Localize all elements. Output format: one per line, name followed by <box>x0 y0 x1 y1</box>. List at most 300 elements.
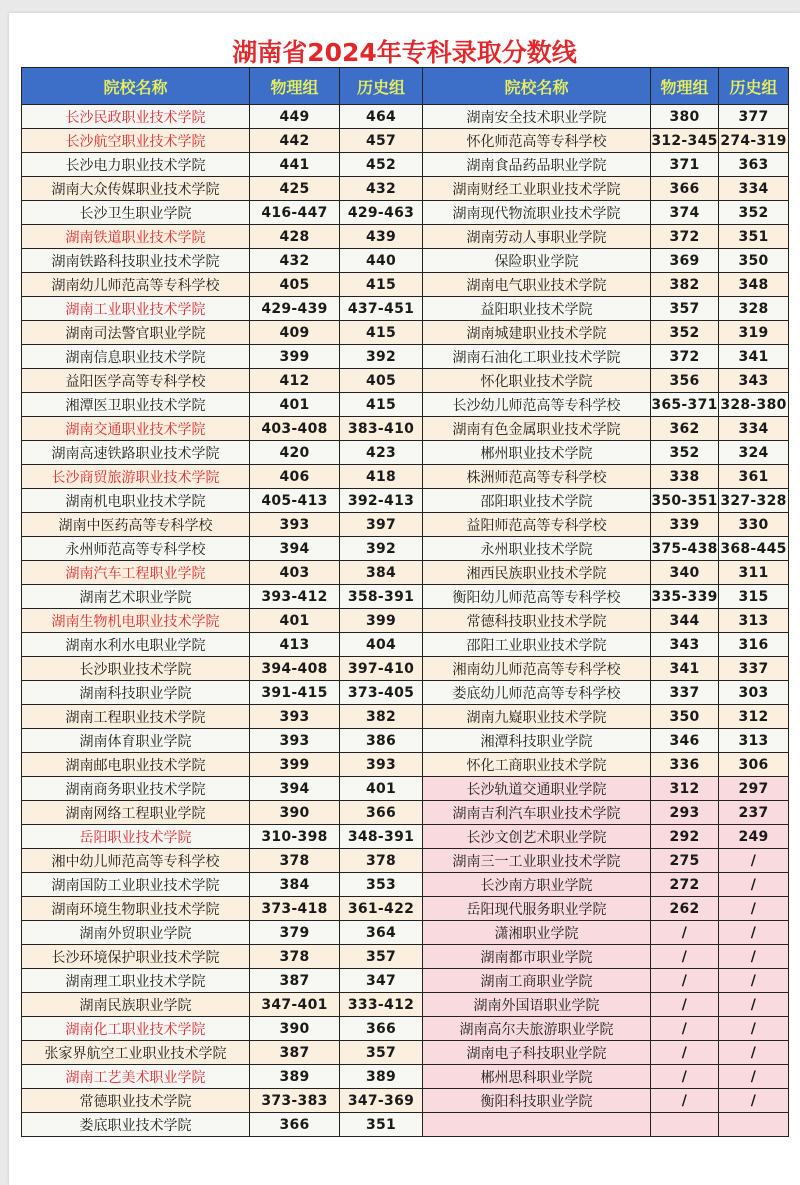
left-physics-score-cell: 378 <box>250 945 340 969</box>
right-history-score-cell: / <box>719 897 789 921</box>
right-school-name-cell: 怀化师范高等专科学校 <box>423 129 651 153</box>
right-history-score-cell: 303 <box>719 681 789 705</box>
left-history-score-cell: 357 <box>340 1041 423 1065</box>
left-physics-score-cell: 393 <box>250 729 340 753</box>
right-school-name-cell: 湖南安全技术职业学院 <box>423 105 651 129</box>
left-school-name-cell: 湖南工业职业技术学院 <box>22 297 250 321</box>
left-school-name-cell: 湖南汽车工程职业学院 <box>22 561 250 585</box>
left-school-name-cell: 娄底职业技术学院 <box>22 1113 250 1137</box>
table-row <box>22 897 789 921</box>
table-row <box>22 1065 789 1089</box>
right-history-score-cell: 334 <box>719 417 789 441</box>
left-history-score-cell: 392-413 <box>340 489 423 513</box>
right-physics-score-cell: / <box>651 1065 719 1089</box>
left-school-name-cell: 湖南体育职业学院 <box>22 729 250 753</box>
table-row <box>22 153 789 177</box>
right-school-name-cell: 保险职业学院 <box>423 249 651 273</box>
right-history-score-cell: 324 <box>719 441 789 465</box>
left-history-score-cell: 353 <box>340 873 423 897</box>
left-school-name-cell: 湖南网络工程职业学院 <box>22 801 250 825</box>
right-physics-score-cell: / <box>651 1041 719 1065</box>
left-physics-score-cell: 412 <box>250 369 340 393</box>
table-row <box>22 225 789 249</box>
table-row <box>22 585 789 609</box>
left-physics-score-cell: 394 <box>250 537 340 561</box>
left-physics-score-cell: 401 <box>250 609 340 633</box>
left-history-score-cell: 397-410 <box>340 657 423 681</box>
left-history-score-cell: 457 <box>340 129 423 153</box>
right-physics-score-cell: 337 <box>651 681 719 705</box>
right-school-name-cell: 湘西民族职业技术学院 <box>423 561 651 585</box>
right-physics-score-cell: 272 <box>651 873 719 897</box>
right-history-score-cell: 312 <box>719 705 789 729</box>
right-physics-score-cell: 341 <box>651 657 719 681</box>
table-row <box>22 321 789 345</box>
table-row <box>22 489 789 513</box>
right-history-score-cell: / <box>719 1017 789 1041</box>
left-history-score-cell: 357 <box>340 945 423 969</box>
left-history-score-cell: 399 <box>340 609 423 633</box>
left-history-score-cell: 392 <box>340 537 423 561</box>
right-physics-score-cell: 375-438 <box>651 537 719 561</box>
right-school-name-cell: 湖南现代物流职业技术学院 <box>423 201 651 225</box>
left-school-name-cell: 湖南艺术职业学院 <box>22 585 250 609</box>
right-history-score-cell: / <box>719 969 789 993</box>
left-school-name-cell: 湖南幼儿师范高等专科学校 <box>22 273 250 297</box>
table-row <box>22 993 789 1017</box>
left-history-score-cell: 347-369 <box>340 1089 423 1113</box>
left-history-score-cell: 358-391 <box>340 585 423 609</box>
right-physics-score-cell: / <box>651 1017 719 1041</box>
right-school-name-cell <box>423 1113 651 1137</box>
left-history-score-cell: 364 <box>340 921 423 945</box>
right-history-score-cell: 297 <box>719 777 789 801</box>
left-history-score-cell: 401 <box>340 777 423 801</box>
right-school-name-cell: 潇湘职业学院 <box>423 921 651 945</box>
right-physics-score-cell: / <box>651 993 719 1017</box>
right-school-name-cell: 株洲师范高等专科学校 <box>423 465 651 489</box>
left-physics-score-cell: 310-398 <box>250 825 340 849</box>
right-history-score-cell: / <box>719 1089 789 1113</box>
right-school-name-cell: 湖南有色金属职业技术学院 <box>423 417 651 441</box>
right-history-score-cell: 249 <box>719 825 789 849</box>
left-history-score-cell: 361-422 <box>340 897 423 921</box>
left-physics-score-cell: 403-408 <box>250 417 340 441</box>
left-school-name-cell: 湖南高速铁路职业技术学院 <box>22 441 250 465</box>
table-row <box>22 1113 789 1137</box>
table-row <box>22 633 789 657</box>
left-history-score-cell: 384 <box>340 561 423 585</box>
right-school-name-cell: 郴州职业技术学院 <box>423 441 651 465</box>
right-history-score-cell: 363 <box>719 153 789 177</box>
right-history-score-cell: 274-319 <box>719 129 789 153</box>
left-school-name-cell: 湖南铁路科技职业技术学院 <box>22 249 250 273</box>
left-physics-score-cell: 394 <box>250 777 340 801</box>
left-physics-score-cell: 406 <box>250 465 340 489</box>
left-history-score-cell: 437-451 <box>340 297 423 321</box>
left-history-score-cell: 404 <box>340 633 423 657</box>
left-physics-score-cell: 425 <box>250 177 340 201</box>
right-history-score-cell: / <box>719 1065 789 1089</box>
right-physics-score-cell: 339 <box>651 513 719 537</box>
right-school-name-cell: 湖南都市职业学院 <box>423 945 651 969</box>
table-row <box>22 441 789 465</box>
left-school-name-cell: 湖南商务职业技术学院 <box>22 777 250 801</box>
header-right-school-name: 院校名称 <box>423 68 651 105</box>
right-physics-score-cell: 340 <box>651 561 719 585</box>
right-history-score-cell: 352 <box>719 201 789 225</box>
header-left-physics: 物理组 <box>250 68 340 105</box>
left-physics-score-cell: 389 <box>250 1065 340 1089</box>
table-header-row <box>22 68 789 105</box>
right-history-score-cell: / <box>719 921 789 945</box>
right-school-name-cell: 长沙文创艺术职业学院 <box>423 825 651 849</box>
left-physics-score-cell: 387 <box>250 969 340 993</box>
right-history-score-cell: / <box>719 849 789 873</box>
right-physics-score-cell: 352 <box>651 441 719 465</box>
right-history-score-cell: 311 <box>719 561 789 585</box>
left-history-score-cell: 452 <box>340 153 423 177</box>
table-row <box>22 129 789 153</box>
right-physics-score-cell: 338 <box>651 465 719 489</box>
left-school-name-cell: 湖南化工职业技术学院 <box>22 1017 250 1041</box>
left-school-name-cell: 湖南工程职业技术学院 <box>22 705 250 729</box>
left-history-score-cell: 366 <box>340 801 423 825</box>
table-row <box>22 201 789 225</box>
right-physics-score-cell: 352 <box>651 321 719 345</box>
right-school-name-cell: 湖南食品药品职业学院 <box>423 153 651 177</box>
left-physics-score-cell: 399 <box>250 345 340 369</box>
left-school-name-cell: 益阳医学高等专科学校 <box>22 369 250 393</box>
left-history-score-cell: 386 <box>340 729 423 753</box>
left-school-name-cell: 长沙民政职业技术学院 <box>22 105 250 129</box>
left-physics-score-cell: 405 <box>250 273 340 297</box>
left-history-score-cell: 373-405 <box>340 681 423 705</box>
left-physics-score-cell: 393 <box>250 513 340 537</box>
right-history-score-cell: 315 <box>719 585 789 609</box>
right-physics-score-cell: 362 <box>651 417 719 441</box>
admission-score-table <box>21 67 789 1137</box>
left-physics-score-cell: 373-418 <box>250 897 340 921</box>
left-history-score-cell: 464 <box>340 105 423 129</box>
left-school-name-cell: 常德职业技术学院 <box>22 1089 250 1113</box>
left-physics-score-cell: 366 <box>250 1113 340 1137</box>
left-school-name-cell: 湖南中医药高等专科学校 <box>22 513 250 537</box>
table-row <box>22 969 789 993</box>
left-school-name-cell: 湖南邮电职业技术学院 <box>22 753 250 777</box>
right-physics-score-cell: 357 <box>651 297 719 321</box>
left-school-name-cell: 长沙职业技术学院 <box>22 657 250 681</box>
left-physics-score-cell: 432 <box>250 249 340 273</box>
header-left-school-name: 院校名称 <box>22 68 250 105</box>
right-school-name-cell: 怀化工商职业技术学院 <box>423 753 651 777</box>
document-page <box>9 13 800 1185</box>
left-history-score-cell: 439 <box>340 225 423 249</box>
left-school-name-cell: 岳阳职业技术学院 <box>22 825 250 849</box>
right-school-name-cell: 益阳职业技术学院 <box>423 297 651 321</box>
left-physics-score-cell: 428 <box>250 225 340 249</box>
right-school-name-cell: 湖南电气职业技术学院 <box>423 273 651 297</box>
right-school-name-cell: 湖南劳动人事职业学院 <box>423 225 651 249</box>
right-physics-score-cell: 292 <box>651 825 719 849</box>
right-physics-score-cell: 380 <box>651 105 719 129</box>
left-physics-score-cell: 378 <box>250 849 340 873</box>
left-physics-score-cell: 420 <box>250 441 340 465</box>
table-row <box>22 1089 789 1113</box>
table-row <box>22 1041 789 1065</box>
right-physics-score-cell: 369 <box>651 249 719 273</box>
right-school-name-cell: 湖南吉利汽车职业技术学院 <box>423 801 651 825</box>
left-school-name-cell: 湖南理工职业技术学院 <box>22 969 250 993</box>
left-physics-score-cell: 390 <box>250 801 340 825</box>
table-row <box>22 657 789 681</box>
left-physics-score-cell: 401 <box>250 393 340 417</box>
right-physics-score-cell: 336 <box>651 753 719 777</box>
left-history-score-cell: 347 <box>340 969 423 993</box>
left-school-name-cell: 湖南水利水电职业学院 <box>22 633 250 657</box>
left-history-score-cell: 392 <box>340 345 423 369</box>
left-school-name-cell: 湖南司法警官职业学院 <box>22 321 250 345</box>
right-school-name-cell: 永州职业技术学院 <box>423 537 651 561</box>
right-physics-score-cell: 346 <box>651 729 719 753</box>
left-school-name-cell: 湖南铁道职业技术学院 <box>22 225 250 249</box>
table-row <box>22 681 789 705</box>
left-school-name-cell: 湖南环境生物职业技术学院 <box>22 897 250 921</box>
right-history-score-cell: 306 <box>719 753 789 777</box>
right-history-score-cell: 334 <box>719 177 789 201</box>
right-school-name-cell: 长沙轨道交通职业学院 <box>423 777 651 801</box>
right-history-score-cell: 237 <box>719 801 789 825</box>
page-title: 湖南省2024年专科录取分数线 <box>232 38 577 67</box>
right-school-name-cell: 湖南三一工业职业技术学院 <box>423 849 651 873</box>
right-history-score-cell <box>719 1113 789 1137</box>
right-school-name-cell: 湖南高尔夫旅游职业学院 <box>423 1017 651 1041</box>
right-physics-score-cell: / <box>651 969 719 993</box>
right-physics-score-cell: 312 <box>651 777 719 801</box>
right-history-score-cell: 313 <box>719 729 789 753</box>
left-history-score-cell: 389 <box>340 1065 423 1089</box>
right-history-score-cell: 328-380 <box>719 393 789 417</box>
right-school-name-cell: 岳阳现代服务职业学院 <box>423 897 651 921</box>
right-physics-score-cell: 372 <box>651 225 719 249</box>
header-right-physics: 物理组 <box>651 68 719 105</box>
left-school-name-cell: 张家界航空工业职业技术学院 <box>22 1041 250 1065</box>
left-school-name-cell: 湘中幼儿师范高等专科学校 <box>22 849 250 873</box>
right-physics-score-cell: / <box>651 921 719 945</box>
right-physics-score-cell: 382 <box>651 273 719 297</box>
right-physics-score-cell: 350-351 <box>651 489 719 513</box>
right-physics-score-cell: 343 <box>651 633 719 657</box>
right-school-name-cell: 邵阳工业职业技术学院 <box>423 633 651 657</box>
left-history-score-cell: 432 <box>340 177 423 201</box>
left-history-score-cell: 378 <box>340 849 423 873</box>
left-history-score-cell: 418 <box>340 465 423 489</box>
left-history-score-cell: 393 <box>340 753 423 777</box>
right-physics-score-cell: 350 <box>651 705 719 729</box>
right-history-score-cell: 348 <box>719 273 789 297</box>
right-history-score-cell: 377 <box>719 105 789 129</box>
left-school-name-cell: 长沙电力职业技术学院 <box>22 153 250 177</box>
right-school-name-cell: 娄底幼儿师范高等专科学校 <box>423 681 651 705</box>
right-school-name-cell: 湖南城建职业技术学院 <box>423 321 651 345</box>
left-history-score-cell: 423 <box>340 441 423 465</box>
right-history-score-cell: 361 <box>719 465 789 489</box>
right-physics-score-cell: 372 <box>651 345 719 369</box>
left-physics-score-cell: 405-413 <box>250 489 340 513</box>
left-history-score-cell: 333-412 <box>340 993 423 1017</box>
right-school-name-cell: 湖南石油化工职业技术学院 <box>423 345 651 369</box>
table-row <box>22 465 789 489</box>
left-history-score-cell: 348-391 <box>340 825 423 849</box>
left-physics-score-cell: 442 <box>250 129 340 153</box>
right-history-score-cell: 351 <box>719 225 789 249</box>
left-school-name-cell: 湖南信息职业技术学院 <box>22 345 250 369</box>
left-physics-score-cell: 429-439 <box>250 297 340 321</box>
right-physics-score-cell <box>651 1113 719 1137</box>
left-school-name-cell: 湘潭医卫职业技术学院 <box>22 393 250 417</box>
right-school-name-cell: 湖南财经工业职业技术学院 <box>423 177 651 201</box>
right-history-score-cell: 328 <box>719 297 789 321</box>
right-physics-score-cell: 371 <box>651 153 719 177</box>
left-physics-score-cell: 391-415 <box>250 681 340 705</box>
left-history-score-cell: 415 <box>340 321 423 345</box>
right-school-name-cell: 衡阳幼儿师范高等专科学校 <box>423 585 651 609</box>
right-school-name-cell: 衡阳科技职业学院 <box>423 1089 651 1113</box>
right-history-score-cell: 337 <box>719 657 789 681</box>
left-history-score-cell: 383-410 <box>340 417 423 441</box>
right-physics-score-cell: / <box>651 1089 719 1113</box>
right-physics-score-cell: / <box>651 945 719 969</box>
left-history-score-cell: 405 <box>340 369 423 393</box>
right-physics-score-cell: 344 <box>651 609 719 633</box>
right-physics-score-cell: 366 <box>651 177 719 201</box>
left-school-name-cell: 永州师范高等专科学校 <box>22 537 250 561</box>
left-physics-score-cell: 347-401 <box>250 993 340 1017</box>
table-row <box>22 921 789 945</box>
table-row <box>22 273 789 297</box>
right-school-name-cell: 郴州思科职业学院 <box>423 1065 651 1089</box>
right-history-score-cell: / <box>719 993 789 1017</box>
right-history-score-cell: 330 <box>719 513 789 537</box>
left-history-score-cell: 429-463 <box>340 201 423 225</box>
left-school-name-cell: 长沙商贸旅游职业技术学院 <box>22 465 250 489</box>
header-left-history: 历史组 <box>340 68 423 105</box>
left-school-name-cell: 湖南民族职业学院 <box>22 993 250 1017</box>
left-physics-score-cell: 393 <box>250 705 340 729</box>
table-row <box>22 705 789 729</box>
right-history-score-cell: 327-328 <box>719 489 789 513</box>
table-row <box>22 537 789 561</box>
table-row <box>22 345 789 369</box>
table-row <box>22 249 789 273</box>
table-row <box>22 297 789 321</box>
left-school-name-cell: 湖南交通职业技术学院 <box>22 417 250 441</box>
table-row <box>22 849 789 873</box>
table-row <box>22 105 789 129</box>
left-school-name-cell: 湖南外贸职业学院 <box>22 921 250 945</box>
right-physics-score-cell: 262 <box>651 897 719 921</box>
table-row <box>22 825 789 849</box>
left-physics-score-cell: 403 <box>250 561 340 585</box>
left-physics-score-cell: 413 <box>250 633 340 657</box>
left-physics-score-cell: 373-383 <box>250 1089 340 1113</box>
left-physics-score-cell: 394-408 <box>250 657 340 681</box>
left-history-score-cell: 351 <box>340 1113 423 1137</box>
table-row <box>22 417 789 441</box>
right-history-score-cell: / <box>719 873 789 897</box>
table-row <box>22 177 789 201</box>
left-school-name-cell: 湖南机电职业技术学院 <box>22 489 250 513</box>
table-row <box>22 945 789 969</box>
right-school-name-cell: 长沙南方职业学院 <box>423 873 651 897</box>
left-history-score-cell: 366 <box>340 1017 423 1041</box>
left-history-score-cell: 382 <box>340 705 423 729</box>
right-school-name-cell: 常德科技职业技术学院 <box>423 609 651 633</box>
left-physics-score-cell: 379 <box>250 921 340 945</box>
table-row <box>22 1017 789 1041</box>
left-school-name-cell: 湖南生物机电职业技术学院 <box>22 609 250 633</box>
right-history-score-cell: 350 <box>719 249 789 273</box>
table-row <box>22 777 789 801</box>
table-row <box>22 801 789 825</box>
right-school-name-cell: 湖南九嶷职业技术学院 <box>423 705 651 729</box>
left-physics-score-cell: 384 <box>250 873 340 897</box>
table-row <box>22 513 789 537</box>
left-school-name-cell: 湖南科技职业学院 <box>22 681 250 705</box>
left-physics-score-cell: 387 <box>250 1041 340 1065</box>
right-history-score-cell: 341 <box>719 345 789 369</box>
left-physics-score-cell: 416-447 <box>250 201 340 225</box>
table-row <box>22 369 789 393</box>
right-history-score-cell: 343 <box>719 369 789 393</box>
right-physics-score-cell: 365-371 <box>651 393 719 417</box>
right-school-name-cell: 长沙幼儿师范高等专科学校 <box>423 393 651 417</box>
right-school-name-cell: 湖南外国语职业学院 <box>423 993 651 1017</box>
right-physics-score-cell: 293 <box>651 801 719 825</box>
table-row <box>22 561 789 585</box>
left-physics-score-cell: 393-412 <box>250 585 340 609</box>
left-history-score-cell: 415 <box>340 273 423 297</box>
left-school-name-cell: 湖南大众传媒职业技术学院 <box>22 177 250 201</box>
right-school-name-cell: 益阳师范高等专科学校 <box>423 513 651 537</box>
right-history-score-cell: 319 <box>719 321 789 345</box>
right-school-name-cell: 湘潭科技职业学院 <box>423 729 651 753</box>
table-row <box>22 873 789 897</box>
left-school-name-cell: 湖南工艺美术职业学院 <box>22 1065 250 1089</box>
table-row <box>22 393 789 417</box>
right-school-name-cell: 湘南幼儿师范高等专科学校 <box>423 657 651 681</box>
left-school-name-cell: 长沙卫生职业学院 <box>22 201 250 225</box>
right-history-score-cell: 368-445 <box>719 537 789 561</box>
right-school-name-cell: 湖南电子科技职业学院 <box>423 1041 651 1065</box>
right-physics-score-cell: 312-345 <box>651 129 719 153</box>
right-physics-score-cell: 374 <box>651 201 719 225</box>
table-row <box>22 609 789 633</box>
table-body <box>22 105 789 1137</box>
left-physics-score-cell: 390 <box>250 1017 340 1041</box>
right-school-name-cell: 邵阳职业技术学院 <box>423 489 651 513</box>
right-history-score-cell: 316 <box>719 633 789 657</box>
left-physics-score-cell: 399 <box>250 753 340 777</box>
right-physics-score-cell: 335-339 <box>651 585 719 609</box>
right-school-name-cell: 怀化职业技术学院 <box>423 369 651 393</box>
table-row <box>22 729 789 753</box>
left-school-name-cell: 长沙环境保护职业技术学院 <box>22 945 250 969</box>
left-history-score-cell: 415 <box>340 393 423 417</box>
header-right-history: 历史组 <box>719 68 789 105</box>
right-history-score-cell: / <box>719 1041 789 1065</box>
right-history-score-cell: 313 <box>719 609 789 633</box>
